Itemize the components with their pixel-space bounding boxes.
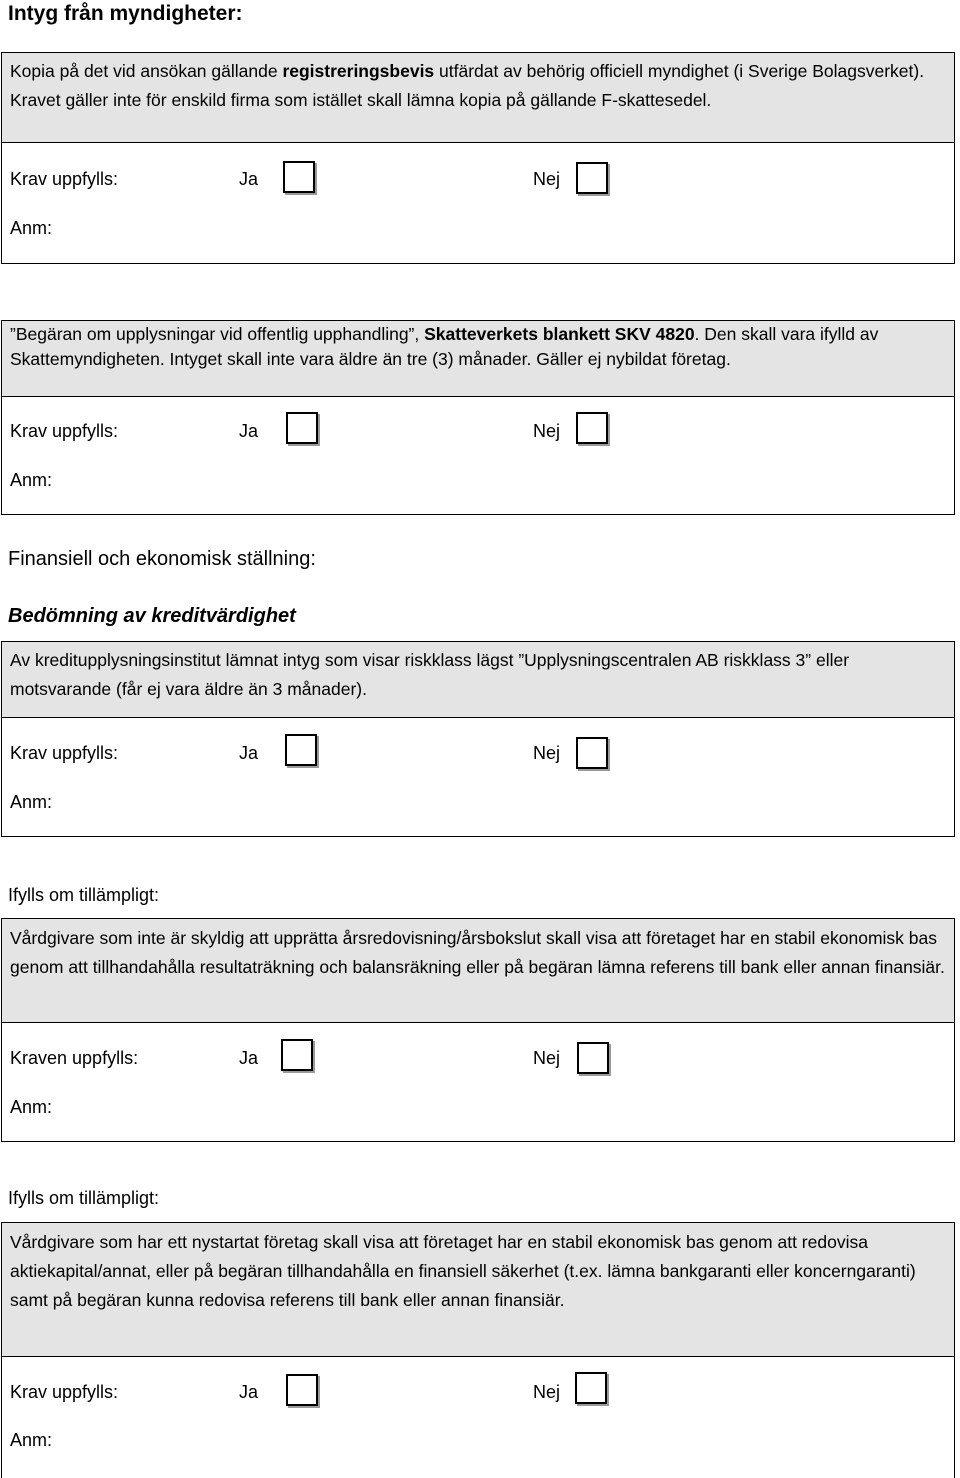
desc-text: . Den skall vara ifylld av Skattemyndigheten. Intyget skall inte vara äldre än tre (3) månader. Gäller ej nybildat företag. <box>10 324 879 369</box>
anm-label: Anm: <box>10 470 53 490</box>
ja-label: Ja <box>239 421 259 441</box>
requirement-box-skv4820 <box>1 320 955 515</box>
nej-label: Nej <box>533 743 561 763</box>
section-subtitle-credit: Bedömning av kreditvärdighet <box>8 605 296 627</box>
krav-label: Krav uppfylls: <box>10 169 119 189</box>
ja-label: Ja <box>239 1048 259 1068</box>
requirement-box-credit <box>1 641 955 837</box>
ifylls-label: Ifylls om tillämpligt: <box>8 1188 160 1208</box>
section-title-financial: Finansiell och ekonomisk ställning: <box>8 548 316 570</box>
ja-checkbox[interactable] <box>285 734 317 766</box>
requirement-description <box>2 642 954 718</box>
krav-label: Krav uppfylls: <box>10 1382 119 1402</box>
desc-text: Vårdgivare som inte är skyldig att upprätta årsredovisning/årsbokslut skall visa att företaget har en stabil ekonomisk bas genom att tillhandahålla resultaträkning och balansräkning eller på begäran lämna referens till bank eller annan finansiär. <box>10 928 945 977</box>
desc-text: Kopia på det vid ansökan gällande <box>10 61 283 81</box>
nej-checkbox[interactable] <box>576 412 608 444</box>
ja-label: Ja <box>239 169 259 189</box>
requirement-description <box>2 321 954 397</box>
ja-checkbox[interactable] <box>283 161 315 193</box>
anm-label: Anm: <box>10 1430 53 1450</box>
desc-text: ”Begäran om upplysningar vid offentlig upphandling”, <box>10 324 425 344</box>
requirement-box-nystartat <box>1 1222 955 1478</box>
desc-text: Av kreditupplysningsinstitut lämnat intyg som visar riskklass lägst ”Upplysningscentralen AB riskklass 3” eller motsvarande (får ej vara äldre än 3 månader). <box>10 650 850 699</box>
requirement-description <box>2 919 954 1023</box>
anm-label: Anm: <box>10 792 53 812</box>
requirement-description <box>2 53 954 143</box>
desc-text: Vårdgivare som har ett nystartat företag skall visa att företaget har en stabil ekonomisk bas genom att redovisa aktiekapital/annat, eller på begäran tillhandahålla en finansiell säkerhet (t.ex. lämna bankgaranti eller koncerngaranti) samt på begäran kunna redovisa referens till bank eller annan finansiär. <box>10 1232 916 1310</box>
nej-checkbox[interactable] <box>575 1372 607 1404</box>
desc-bold-text: registreringsbevis <box>282 61 435 81</box>
ja-checkbox[interactable] <box>286 412 318 444</box>
ja-label: Ja <box>239 1382 259 1402</box>
krav-label: Kraven uppfylls: <box>10 1048 139 1068</box>
requirement-box-arsredovisning <box>1 918 955 1142</box>
desc-text: utfärdat av behörig officiell myndighet (i Sverige Bolagsverket). Kravet gäller inte för enskild firma som istället skall lämna kopia på gällande F-skattesedel. <box>10 61 925 110</box>
page-heading: Intyg från myndigheter: <box>8 2 243 25</box>
ja-checkbox[interactable] <box>286 1374 318 1406</box>
requirement-box-registreringsbevis <box>1 52 955 264</box>
ifylls-label: Ifylls om tillämpligt: <box>8 885 160 905</box>
ja-label: Ja <box>239 743 259 763</box>
nej-label: Nej <box>533 169 561 189</box>
anm-label: Anm: <box>10 218 53 238</box>
krav-label: Krav uppfylls: <box>10 421 119 441</box>
nej-checkbox[interactable] <box>576 162 608 194</box>
ja-checkbox[interactable] <box>281 1039 313 1071</box>
nej-label: Nej <box>533 1048 561 1068</box>
nej-label: Nej <box>533 1382 561 1402</box>
nej-checkbox[interactable] <box>576 737 608 769</box>
krav-label: Krav uppfylls: <box>10 743 119 763</box>
nej-label: Nej <box>533 421 561 441</box>
desc-bold-text: Skatteverkets blankett SKV 4820 <box>424 324 695 344</box>
anm-label: Anm: <box>10 1097 53 1117</box>
requirement-description <box>2 1223 954 1357</box>
nej-checkbox[interactable] <box>577 1042 609 1074</box>
